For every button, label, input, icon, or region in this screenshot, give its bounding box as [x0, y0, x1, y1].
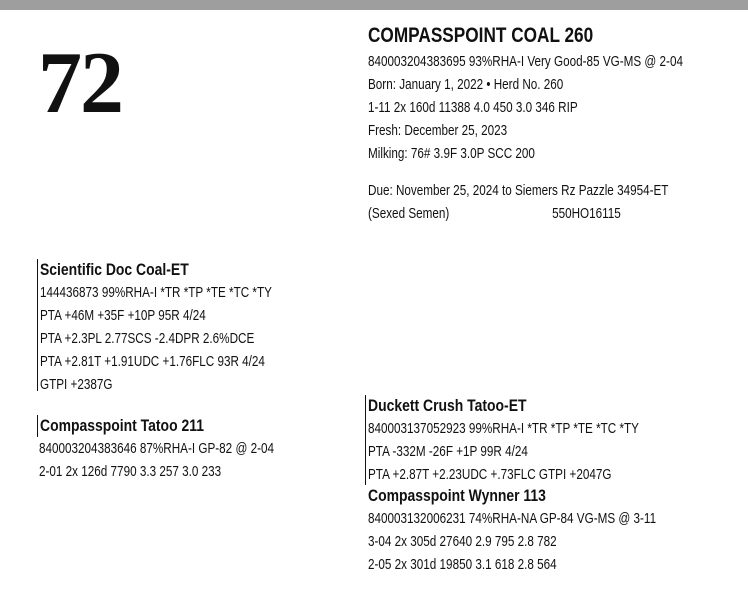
maternal-sire-pta-line-1: PTA -332M -26F +1P 99R 4/24: [368, 443, 528, 460]
maternal-dam-block: [368, 485, 737, 576]
sire-pta-line-1: PTA +46M +35F +10P 95R 4/24: [40, 307, 206, 324]
animal-name: COMPASSPOINT COAL 260: [368, 24, 594, 47]
dam-details: [39, 437, 340, 483]
sire-gtpi-line: GTPI +2387G: [40, 376, 113, 393]
maternal-dam-record-line-1: 3-04 2x 305d 27640 2.9 795 2.8 782: [368, 533, 557, 550]
maternal-dam-record-line-2: 2-05 2x 301d 19850 3.1 618 2.8 564: [368, 556, 557, 573]
animal-info: [368, 22, 740, 225]
maternal-sire-block: [365, 395, 715, 485]
animal-fresh-line: Fresh: December 25, 2023: [368, 122, 508, 139]
sexed-semen-note: (Sexed Semen): [368, 205, 450, 222]
dam-record-line: 2-01 2x 126d 7790 3.3 257 3.0 233: [39, 463, 222, 480]
animal-born-line: Born: January 1, 2022 • Herd No. 260: [368, 76, 564, 93]
maternal-sire-pta-line-2: PTA +2.87T +2.23UDC +.73FLC GTPI +2047G: [368, 466, 612, 483]
animal-due-line: Due: November 25, 2024 to Siemers Rz Pazzle 34954-ET: [368, 182, 669, 199]
lot-number: 72: [38, 35, 122, 132]
top-divider-bar: [0, 0, 748, 10]
maternal-dam-name: Compasspoint Wynner 113: [368, 486, 546, 505]
sire-code: 550HO16115: [552, 205, 621, 222]
maternal-sire-id-line: 840003137052923 99%RHA-I *TR *TP *TE *TC *TY: [368, 420, 639, 437]
animal-id-line: 840003204383695 93%RHA-I Very Good-85 VG-MS @ 2-04: [368, 53, 683, 70]
sire-block: [37, 259, 337, 391]
sire-name: Scientific Doc Coal-ET: [40, 260, 189, 279]
sire-pta-line-2: PTA +2.3PL 2.77SCS -2.4DPR 2.6%DCE: [40, 330, 255, 347]
maternal-sire-name: Duckett Crush Tatoo-ET: [368, 396, 527, 415]
dam-block: [37, 415, 240, 437]
animal-milking-line: Milking: 76# 3.9F 3.0P SCC 200: [368, 145, 535, 162]
sire-id-line: 144436873 99%RHA-I *TR *TP *TE *TC *TY: [40, 284, 272, 301]
dam-name: Compasspoint Tatoo 211: [40, 416, 204, 435]
dam-id-line: 840003204383646 87%RHA-I GP-82 @ 2-04: [39, 440, 274, 457]
animal-record-line: 1-11 2x 160d 11388 4.0 450 3.0 346 RIP: [368, 99, 578, 116]
sire-pta-line-3: PTA +2.81T +1.91UDC +1.76FLC 93R 4/24: [40, 353, 265, 370]
animal-due-note: [368, 202, 658, 225]
maternal-dam-id-line: 840003132006231 74%RHA-NA GP-84 VG-MS @ 3-11: [368, 510, 657, 527]
